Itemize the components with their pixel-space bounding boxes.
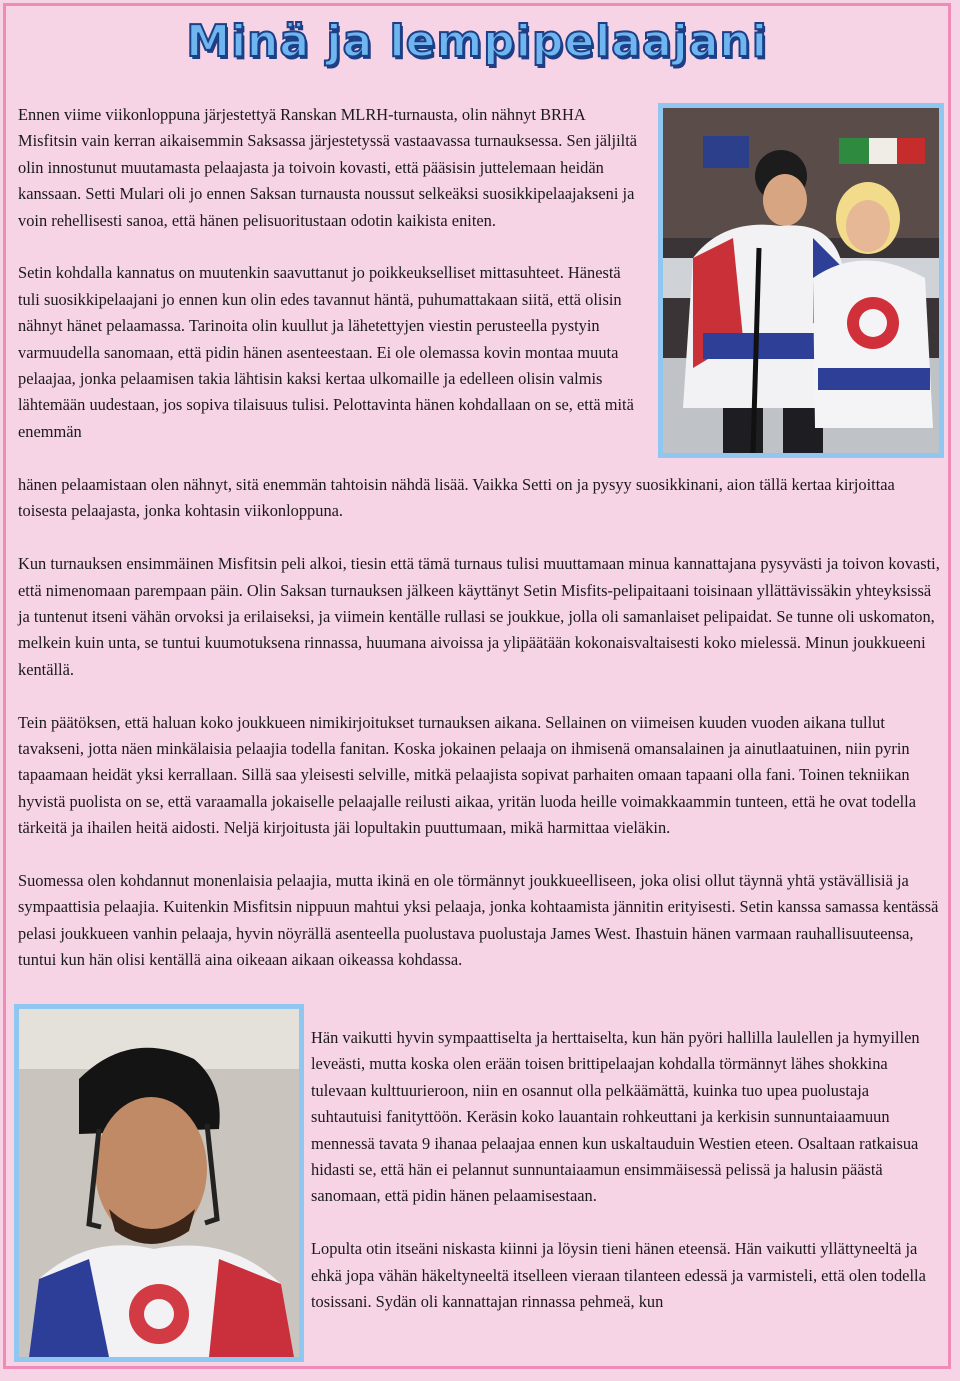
article-page <box>3 3 951 1369</box>
paragraph-meeting-west: Hän vaikutti hyvin sympaattiselta ja herttaiselta, kun hän pyöri hallilla laulellen ja hymyillen leveästi, mutta koska olen erään toisen brittipelaajan kohdalla törmännyt lähes shokkina tulevaan kulttuurieroon, niin en osannut olla pelkäämättä, kuinka tuo upea puolustaja suhtautuisi fanityttöön. Keräsin koko lauantain rohkeuttani ja kerkisin sunnuntaiaamuun mennessä tavata 9 ihanaa pelaajaa ennen kun uskaltauduin Westien eteen. Osaltaan ratkaisua hidasti se, että hän ei pelannut sunnuntaiaamun ensimmäisessä pelissä ja halusin päästä sanomaan, että pidin hänen pelaamisestaan. <box>311 1028 920 1206</box>
paragraph-james-west: Suomessa olen kohdannut monenlaisia pelaajia, mutta ikinä en ole törmännyt joukkueelliseen, joka olisi ollut täynnä yhtä ystävällisiä ja sympaattisia pelaajia. Kuitenkin Misfitsin nippuun mahtui yksi pelaaja, jonka kohtaamista jännitin erityisesti. Setin kanssa samassa kentässä pelasi joukkueen vanhin pelaaja, hyvin nöyrällä asenteella puolustava puolustaja James West. Ihastuin hänen varmaan rauhallisuuteensa, tuntui kun hän olisi kentällä aina oikeaan aikaan oikeassa kohdassa. <box>18 871 939 970</box>
paragraph-autographs: Tein päätöksen, että haluan koko joukkueen nimikirjoitukset turnauksen aikana. Sellainen on viimeisen kuuden vuoden aikana tullut tavakseni, jotta näen minkälaisia pelaajia todella fanitan. Koska jokainen pelaaja on ihmisenä omansalainen ja ainutlaatuinen, niin pyrin tapaamaan heidät yksi kerrallaan. Sillä saa yleisesti selville, mitkä pelaajista sopivat parhaiten omaan tapaani olla fani. Toinen tekniikan hyvistä puolista on se, että varaamalla jokaiselle pelaajalle reilusti aikaa, yritän luoda heille voimakkaammin tunteen, että he ovat todella tärkeitä ja ihailen heitä aidosti. Neljä kirjoitusta jäi lopultakin puuttumaan, mikä harmittaa vieläkin. <box>18 712 916 838</box>
paragraph-intro: Ennen viime viikonloppuna järjestettyä Ranskan MLRH-turnausta, olin nähnyt BRHA Misfitsin vain kerran aikaisemmin Saksassa järjestetyssä vastaavassa turnauksessa. Sen jäljiltä olin innostunut muutamasta pelaajasta ja toivoin kovasti, että pääsisin juttelemaan heidän kanssaan. Setti Mulari oli jo ennen Saksan turnausta noussut selkeäksi suosikkipelaajakseni ja voin rehellisesti sanoa, että hänen pelisuoritustaan odotin kaikista eniten. <box>18 105 638 230</box>
body-text <box>18 472 944 1000</box>
page-title: Minä ja lempipelaajani <box>186 16 768 67</box>
paragraph-first-game: Kun turnauksen ensimmäinen Misfitsin peli alkoi, tiesin että tämä turnaus tulisi muuttamaan minua kannattajana pysyvästi ja toivon kovasti, että nimenomaan parempaan päin. Olin Saksan turnauksen jälkeen käyttänyt Setin Misfits-pelipaitaani toisinaan yllättävissäkin yhteyksissä ja tuntenut itseni vähän orvoksi ja erilaiseksi, ja viimein kentälle rullasi se joukkue, jolla oli samanlaiset pelipaidat. Se tunne oli uskomaton, melkein kuin unta, se tuntui kuumotuksena rinnassa, huumana aivoissa ja ylipäätään kokonaisvaltaisesti koko mielessä. Minun joukkueeni kentällä. <box>18 554 940 679</box>
intro-text <box>18 102 646 472</box>
player-photo-illustration <box>19 1009 299 1357</box>
paragraph-finally: Lopulta otin itseäni niskasta kiinni ja löysin tieni hänen eteensä. Hän vaikutti yllättyneeltä ja ehkä jopa vähän häkeltyneeltä itselleen vieraan tilanteen edessä ja varmisteli, että olen todella tosissani. Sydän oli kannattajan rinnassa pehmeä, kun <box>311 1239 926 1312</box>
photo-james-west <box>14 1004 304 1362</box>
couple-photo-illustration <box>663 108 939 453</box>
photo-setti-and-fan <box>658 103 944 458</box>
paragraph-setti-continued: hänen pelaamistaan olen nähnyt, sitä enemmän tahtoisin nähdä lisää. Vaikka Setti on ja pysyy suosikkinani, aion tällä kertaa kirjoittaa toisesta pelaajasta, jonka kohtasin viikonloppuna. <box>18 475 895 521</box>
closing-text <box>311 1025 939 1315</box>
paragraph-setti: Setin kohdalla kannatus on muutenkin saavuttanut jo poikkeukselliset mittasuhteet. Hänestä tuli suosikkipelaajani jo ennen kun olin edes tavannut häntä, puhumattakaan siitä, että olisin nähnyt hänet pelaamassa. Tarinoita olin kuullut ja lähetettyjen viestin perusteella pystyin varmuudella sanomaan, että pidin hänen asenteestaan. Ei ole olemassa kovin montaa muuta pelaajaa, jonka pelaamisen takia lähtisin kaksi kertaa ulkomaille ja edelleen olisin valmis lähtemään uudestaan, jos sopiva tilaisuus tulisi. Pelottavinta hänen kohdallaan on se, että mitä enemmän <box>18 263 634 441</box>
